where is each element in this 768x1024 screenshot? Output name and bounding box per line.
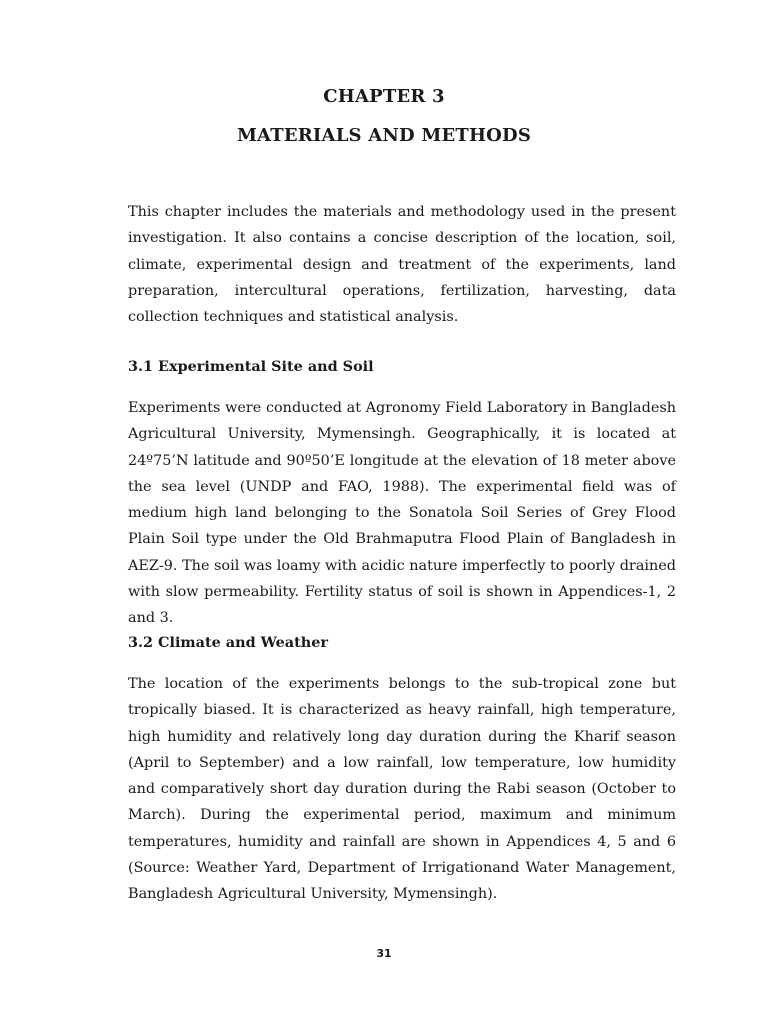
section-body-experimental-site: Experiments were conducted at Agronomy Field Laboratory in Bangladesh Agricultural University, Mymensingh. Geographically, it is located at 24º75’N latitude and 90º50’E longitude at the elevation of 18 meter above the sea level (UNDP and FAO, 1988). The experimental field was of medium high land belonging to the Sonatola Soil Series of Grey Flood Plain Soil type under the Old Brahmaputra Flood Plain of Bangladesh in AEZ-9. The soil was loamy with acidic nature imperfectly to poorly drained with slow permeability. Fertility status of soil is shown in Appendices-1, 2 and 3.	[128, 400, 676, 627]
section-body-climate-weather: The location of the experiments belongs to the sub-tropical zone but tropically biased. It is characterized as heavy rainfall, high temperature, high humidity and relatively long day duration during the Kharif season (April to September) and a low rainfall, low temperature, low humidity and comparatively short day duration during the Rabi season (October to March). During the experimental period, maximum and minimum temperatures, humidity and rainfall are shown in Appendices 4, 5 and 6 (Source: Weather Yard, Department of Irrigationand Water Management, Bangladesh Agricultural University, Mymensingh).	[128, 676, 676, 903]
section-heading-climate-weather: 3.2 Climate and Weather	[128, 634, 328, 651]
section-heading-experimental-site: 3.1 Experimental Site and Soil	[128, 358, 374, 375]
chapter-title: MATERIALS AND METHODS	[236, 125, 532, 146]
chapter-number: CHAPTER 3	[323, 86, 445, 107]
page-number: 31	[376, 947, 392, 960]
intro-paragraph: This chapter includes the materials and methodology used in the present investigation. It also contains a concise description of the location, soil, climate, experimental design and treatment of the experiments, land preparation, intercultural operations, fertilization, harvesting, data collection techniques and statistical analysis.	[128, 204, 676, 326]
